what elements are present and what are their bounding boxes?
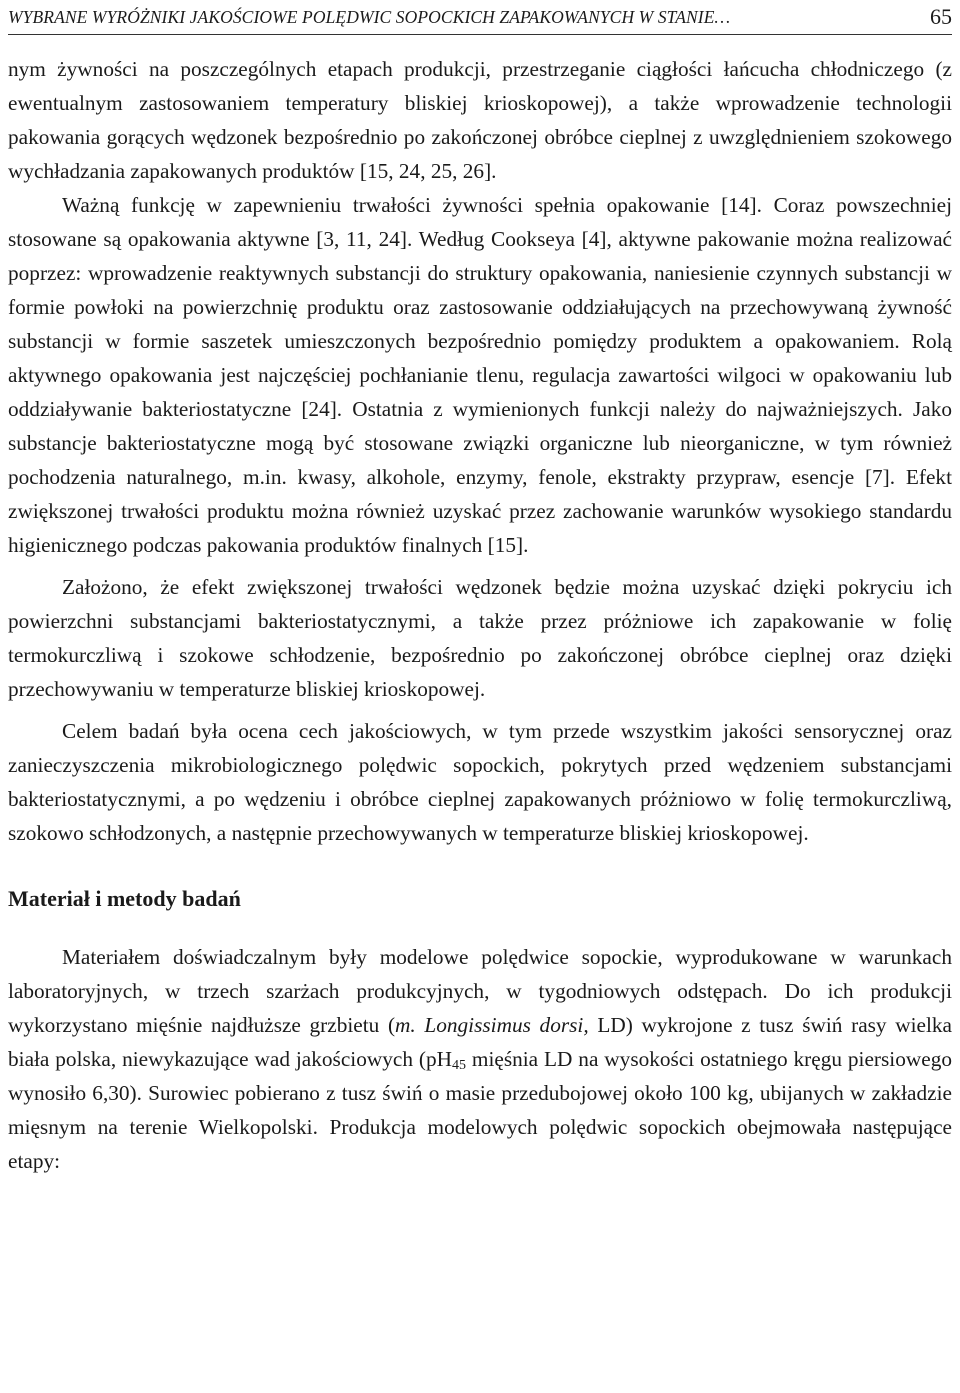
running-title: WYBRANE WYRÓŻNIKI JAKOŚCIOWE POLĘDWIC SOPOCKICH ZAPAKOWANYCH W STANIE…	[8, 7, 731, 27]
materials-text-1: Materiałem doświadczalnym były modelowe polędwice sopockie, wyprodukowane w warunkach laboratoryjnych, w trzech szarżach produkcyjnych, w tygodniowych odstępach. Do ich produkcji wykorzystano mięśnie najdłuższe grzbietu (	[8, 945, 952, 1037]
paragraph-intro-continuation: nym żywności na poszczególnych etapach produkcji, przestrzeganie ciągłości łańcucha chłodniczego (z ewentualnym zastosowaniem temperatury bliskiej krioskopowej), a także wprowadzenie technologii pakowania gorących wędzonek bezpośrednio po zakończonej obróbce cieplnej z uwzględnieniem szokowego wychładzania zapakowanych produktów [15, 24, 25, 26].	[8, 57, 952, 183]
latin-muscle-name: m. Longissimus dorsi,	[395, 1013, 589, 1037]
page-number: 65	[930, 4, 952, 29]
paragraph-packaging: Ważną funkcję w zapewnieniu trwałości żywności spełnia opakowanie [14]. Coraz powszechniej stosowane są opakowania aktywne [3, 11, 24]. Według Cookseya [4], aktywne pakowanie można realizować poprzez: wprowadzenie reaktywnych substancji do struktury opakowania, naniesienie czynnych substancji w formie powłoki na powierzchnię produktu oraz zastosowanie oddziałujących na przechowywaną żywność substancji w formie saszetek umieszczonych bezpośrednio pomiędzy produktem a opakowaniem. Rolą aktywnego opakowania jest najczęściej pochłanianie tlenu, regulacja zawartości wilgoci w opakowaniu lub oddziaływanie bakteriostatyczne [24]. Ostatnia z wymienionych funkcji należy do najważniejszych. Jako substancje bakteriostatyczne mogą być stosowane związki organiczne lub nieorganiczne, w tym również pochodzenia naturalnego, m.in. kwasy, alkohole, enzymy, fenole, ekstrakty przypraw, esencje [7]. Efekt zwiększonej trwałości produktu można również uzyskać przez zachowanie warunków wysokiego standardu higienicznego podczas pakowania produktów finalnych [15].	[8, 193, 952, 557]
materials-text-3: mięśnia LD na wysokości ostatniego kręgu piersiowego wynosiło 6,30). Surowiec pobierano z tusz świń o masie przedubojowej około 100 kg, ubijanych w zakładzie mięsnym na terenie Wielkopolski. Produkcja modelowych polędwic sopockich obejmowała następujące etapy:	[8, 1047, 952, 1173]
ph-subscript: 45	[452, 1058, 466, 1073]
section-heading: Materiał i metody badań	[8, 886, 241, 911]
paragraph-materials	[8, 940, 952, 1178]
materials-text-2: LD) wykrojone z tusz świń rasy wielka biała polska, niewykazujące wad jakościowych (pH	[8, 1013, 952, 1071]
body-text	[8, 52, 952, 1178]
paragraph-hypothesis: Założono, że efekt zwiększonej trwałości wędzonek będzie można uzyskać dzięki pokryciu ich powierzchni substancjami bakteriostatycznymi, a także przez próżniowe ich zapakowanie w folię termokurczliwą i szokowe schłodzenie, bezpośrednio po zakończonej obróbce cieplnej oraz dzięki przechowywaniu w temperaturze bliskiej krioskopowej.	[8, 575, 952, 701]
running-header	[8, 4, 952, 35]
paragraph-aim: Celem badań była ocena cech jakościowych, w tym przede wszystkim jakości sensorycznej oraz zanieczyszczenia mikrobiologicznego polędwic sopockich, pokrytych przed wędzeniem substancjami bakteriostatycznymi, a po wędzeniu i obróbce cieplnej zapakowanych próżniowo w folię termokurczliwą, szokowo schłodzonych, a następnie przechowywanych w temperaturze bliskiej krioskopowej.	[8, 719, 952, 845]
